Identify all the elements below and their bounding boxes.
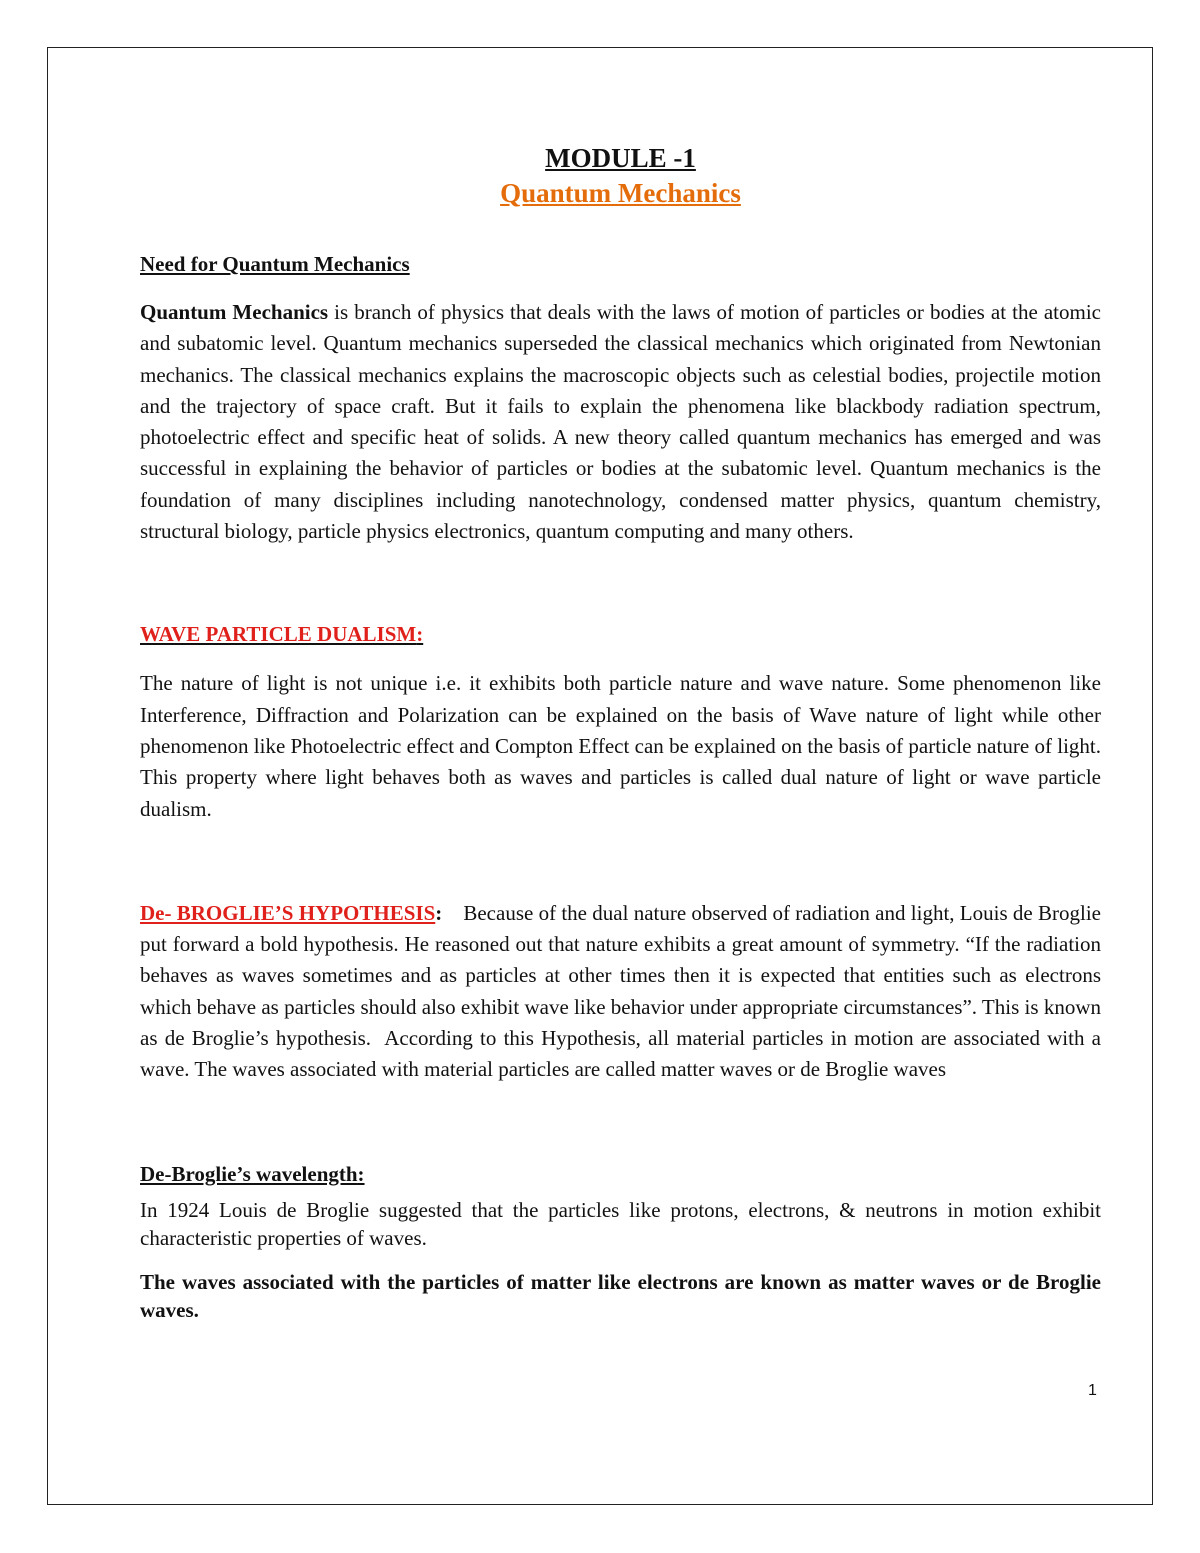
heading-colon: :	[435, 900, 443, 925]
paragraph-de-broglie-wavelength: In 1924 Louis de Broglie suggested that the particles like protons, electrons, & neutrons in motion exhibit characteristic properties of waves.	[140, 1197, 1101, 1250]
heading-colon: :	[357, 1161, 365, 1186]
module-title: MODULE -1	[545, 143, 696, 173]
document-content	[140, 140, 1107, 1324]
paragraph-de-broglie-hypothesis	[140, 898, 1107, 1086]
heading-wave-particle-dualism	[140, 619, 1101, 650]
heading-need-for-quantum-mechanics: Need for Quantum Mechanics	[140, 252, 410, 276]
statement-matter-waves: The waves associated with the particles of matter like electrons are known as matter waves or de Broglie waves.	[140, 1269, 1101, 1322]
paragraph-body: is branch of physics that deals with the laws of motion of particles or bodies at the atomic and subatomic level. Quantum mechanics superseded the classical mechanics which originated from Newtonian mechanics. The classical mechanics explains the macroscopic objects such as celestial bodies, projectile motion and the trajectory of space craft. But it fails to explain the phenomena like blackbody radiation spectrum, photoelectric effect and specific heat of solids. A new theory called quantum mechanics has emerged and was successful in explaining the behavior of particles or bodies at the subatomic level. Quantum mechanics is the foundation of many disciplines including nanotechnology, condensed matter physics, quantum chemistry, structural biology, particle physics electronics, quantum computing and many others.	[140, 300, 1101, 544]
paragraph-wave-particle-dualism: The nature of light is not unique i.e. it exhibits both particle nature and wave nature. Some phenomenon like Interference, Diffraction and Polarization can be explained on the basis of Wave nature of light while other phenomenon like Photoelectric effect and Compton Effect can be explained on the basis of particle nature of light. This property where light behaves both as waves and particles is called dual nature of light or wave particle dualism.	[140, 671, 1101, 821]
module-subtitle: Quantum Mechanics	[500, 178, 741, 208]
paragraph-need-for-quantum-mechanics	[140, 297, 1101, 547]
heading-text: WAVE PARTICLE DUALISM	[140, 622, 417, 647]
paragraph-body: Because of the dual nature observed of radiation and light, Louis de Broglie put forward a bold hypothesis. He reasoned out that nature exhibits a great amount of symmetry. “If the radiation behaves as waves sometimes and as particles at other times then it is expected that entities such as electrons which behave as particles should also exhibit wave like behavior under appropriate circumstances”. This is known as de Broglie’s hypothesis. According to this Hypothesis, all material particles in motion are associated with a wave. The waves associated with material particles are called matter waves or de Broglie waves	[140, 900, 1107, 1082]
heading-de-broglie-hypothesis: De- BROGLIE’S HYPOTHESIS	[140, 900, 436, 925]
page-number: 1	[1088, 1382, 1097, 1399]
heading-colon: :	[416, 622, 424, 647]
heading-de-broglie-wavelength	[140, 1159, 1101, 1190]
lead-term: Quantum Mechanics	[140, 300, 329, 324]
heading-text: De-Broglie’s wavelength	[140, 1161, 358, 1186]
